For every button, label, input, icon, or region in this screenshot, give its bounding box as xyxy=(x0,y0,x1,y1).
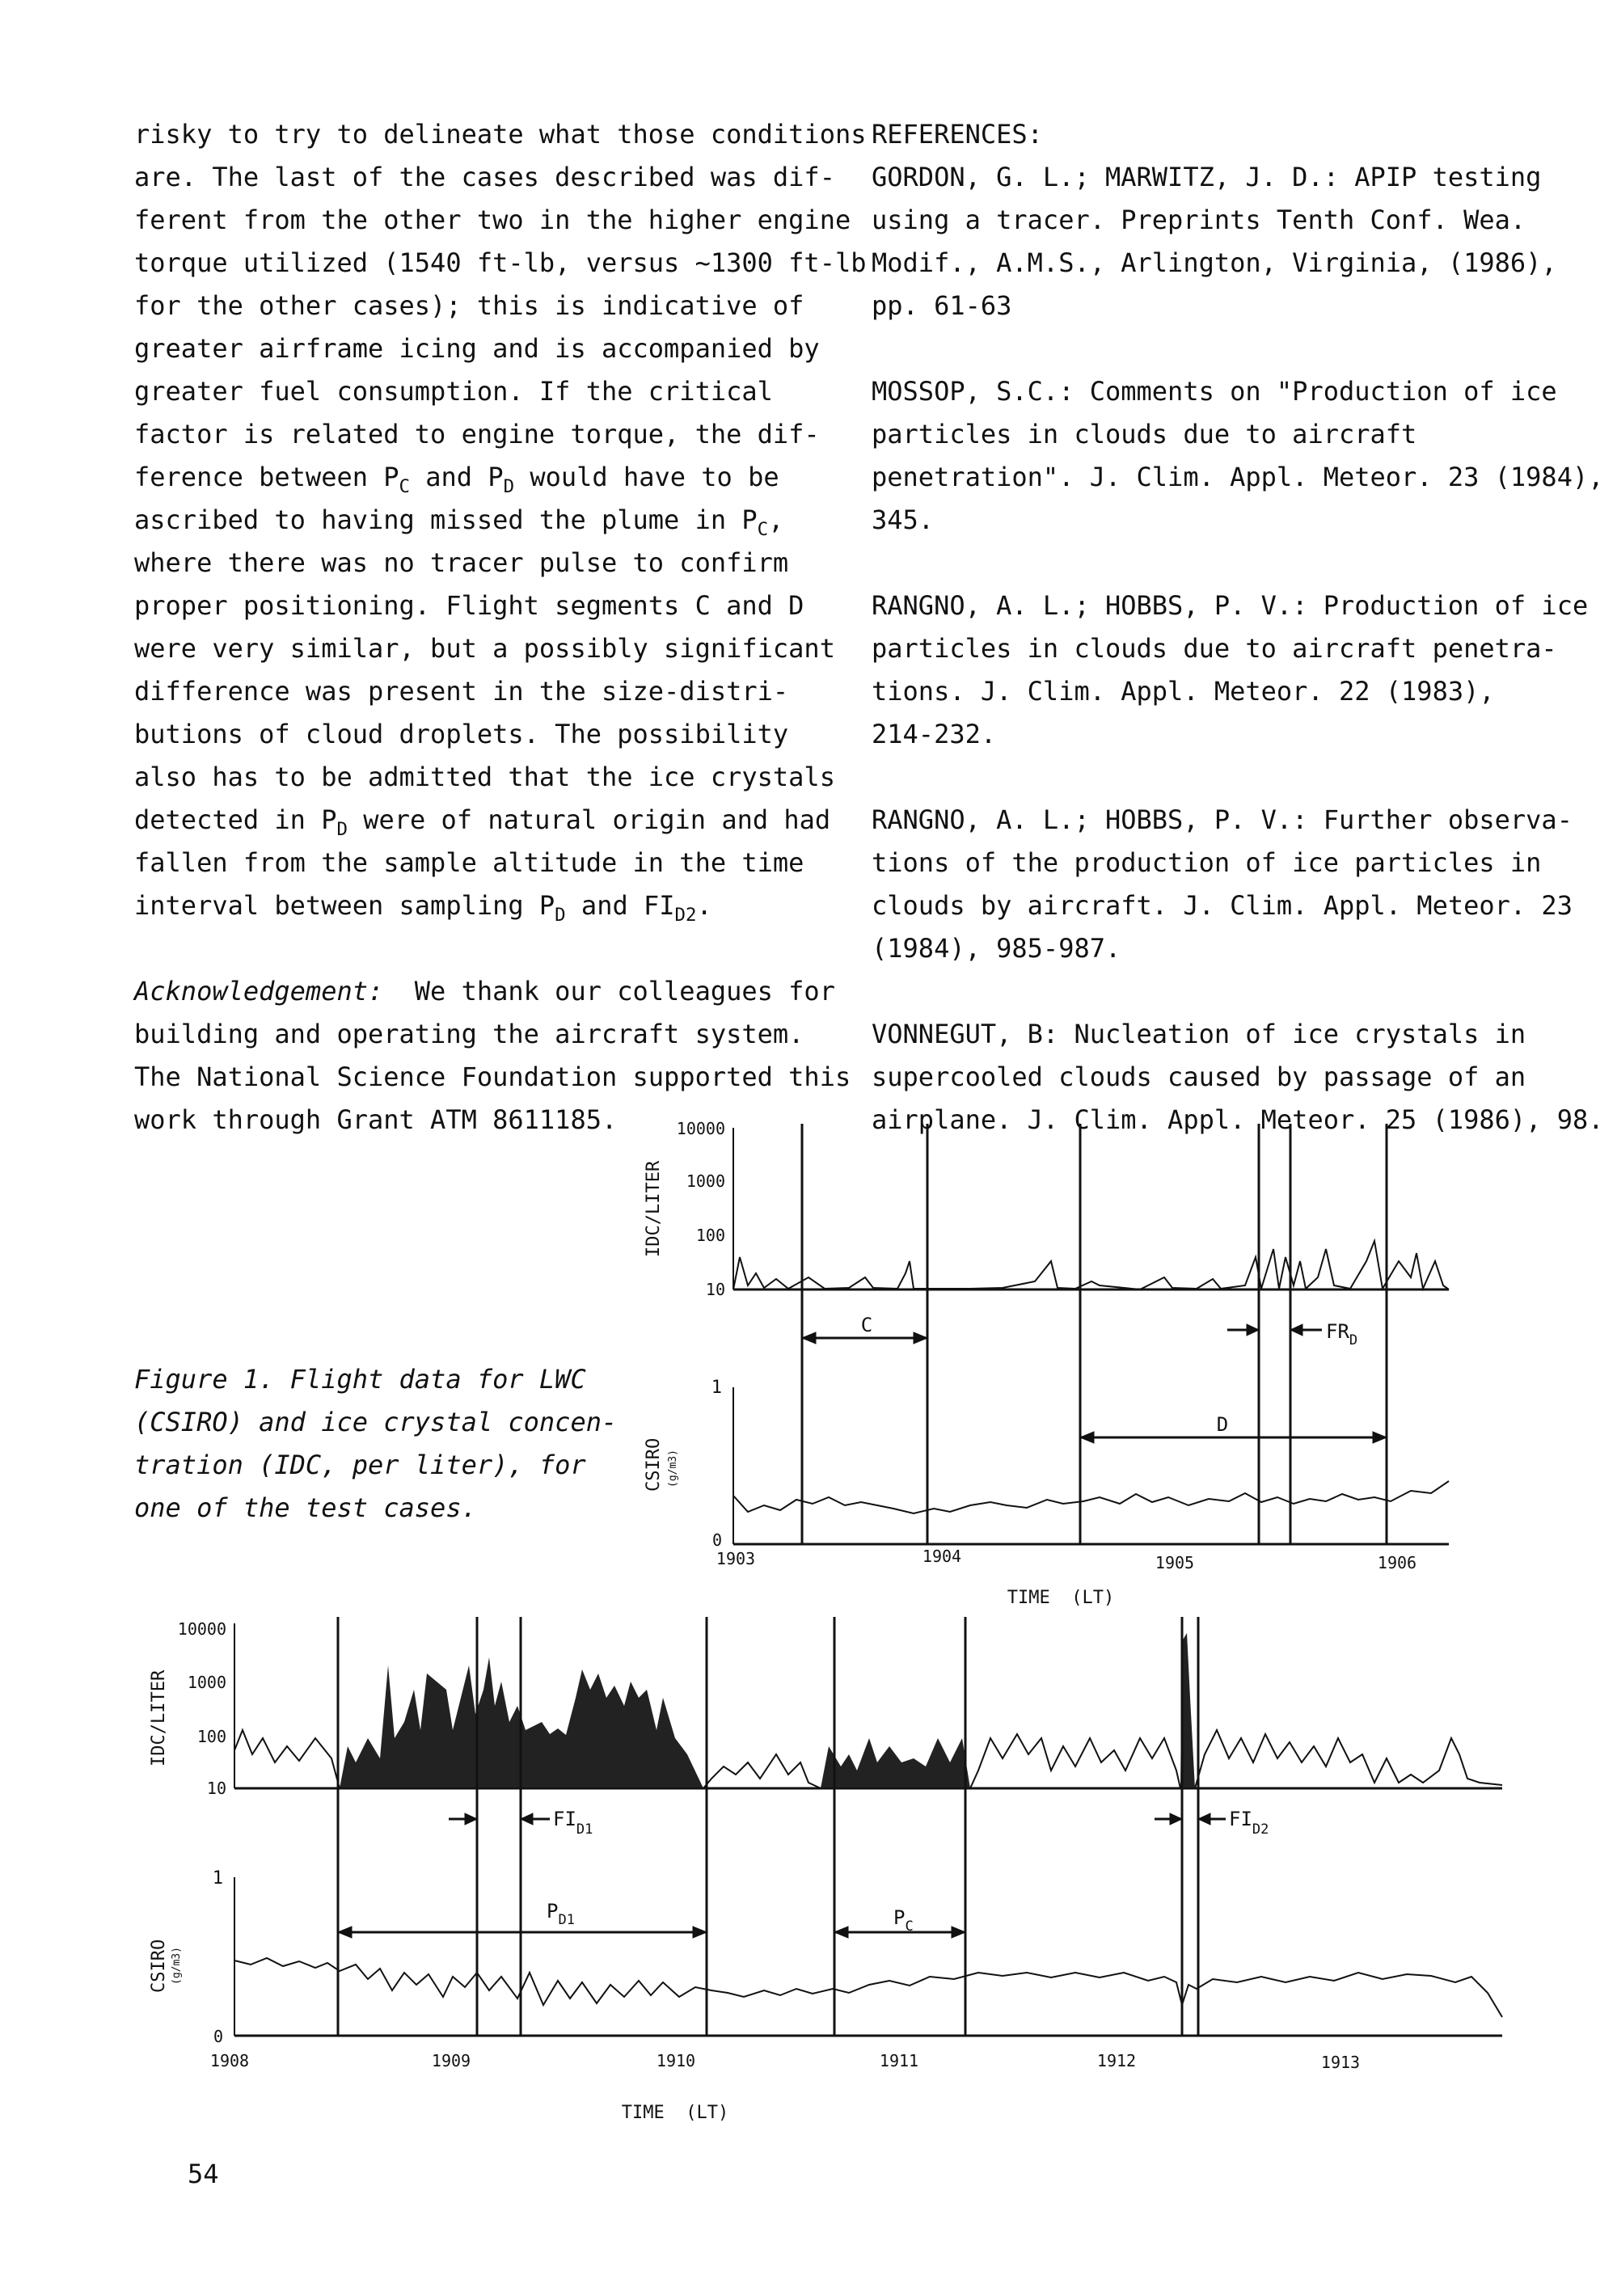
y-tick-label: 10000 xyxy=(676,1119,725,1138)
lower-chart-labels xyxy=(149,1619,1360,2123)
arrowhead xyxy=(1080,1432,1094,1443)
interval-label-pc: $P_C$ xyxy=(893,1906,914,1935)
text-line: also has to be admitted that the ice crystals xyxy=(134,762,835,792)
text-line: ascribed to having missed the plume in $P_C$, xyxy=(134,504,784,540)
text-line: torque utilized (1540 ft-lb, versus ~1300 ft-lb xyxy=(134,247,867,278)
y-axis-unit: (g/m3) xyxy=(171,1947,183,1985)
x-axis-label: TIME (LT) xyxy=(1007,1588,1115,1608)
text-line: are. The last of the cases described was dif- xyxy=(134,162,835,192)
x-axis-label: TIME (LT) xyxy=(621,2103,729,2123)
y-tick-label: 100 xyxy=(196,1727,226,1746)
arrowhead xyxy=(1373,1432,1387,1443)
acknowledgement-line: Acknowledgement: We thank our colleagues for xyxy=(134,976,835,1007)
lower-idc-dense-fill xyxy=(821,1738,970,1788)
x-tick-label: 1905 xyxy=(1155,1553,1195,1572)
reference-item: RANGNO, A. L.; HOBBS, P. V.: Further observa- tions of the production of ice particles in clouds by aircraft. J. Clim. Appl. Meteor. 23 (1984), 985-987. xyxy=(872,804,1573,964)
text-line: building and operating the aircraft system. xyxy=(134,1019,804,1049)
text-line: ferent from the other two in the higher engine xyxy=(134,205,851,235)
arrowhead xyxy=(802,1332,816,1344)
y-axis-label: CSIRO xyxy=(644,1437,664,1492)
interval-label-c: C xyxy=(860,1314,873,1336)
lower-csiro-trace xyxy=(234,1958,1502,2017)
text-line: detected in $P_D$ were of natural origin and had xyxy=(134,804,831,840)
arrowhead xyxy=(1247,1324,1259,1336)
y-tick-label: 1 xyxy=(212,1868,223,1889)
x-tick-label: 1906 xyxy=(1377,1553,1417,1572)
y-tick-label: 0 xyxy=(711,1530,722,1550)
text-line: greater airframe icing and is accompanied by xyxy=(134,333,820,364)
text-line: fallen from the sample altitude in the time xyxy=(134,847,804,878)
x-tick-label: 1904 xyxy=(922,1547,962,1566)
y-axis-label: IDC/LITER xyxy=(149,1669,169,1766)
x-tick-label: 1908 xyxy=(209,2051,250,2070)
arrowhead xyxy=(1198,1813,1210,1825)
arrowhead xyxy=(834,1927,848,1938)
upper-chart-labels xyxy=(644,1119,1416,1608)
arrowhead xyxy=(338,1927,352,1938)
x-tick-label: 1913 xyxy=(1320,2053,1361,2072)
arrowhead xyxy=(952,1927,965,1938)
y-tick-label: 10 xyxy=(206,1779,226,1798)
text-line: were very similar, but a possibly significant xyxy=(134,633,835,664)
arrowhead xyxy=(693,1927,707,1938)
references-heading: REFERENCES: xyxy=(872,119,1043,150)
y-axis-label: CSIRO xyxy=(149,1939,169,1993)
upper-csiro-trace xyxy=(733,1481,1449,1513)
text-line: difference was present in the size-distri- xyxy=(134,676,789,707)
text-line: factor is related to engine torque, the dif- xyxy=(134,419,820,449)
x-tick-label: 1910 xyxy=(656,2051,696,2070)
text-line: interval between sampling $P_D$ and $FI_{D2}$. xyxy=(134,890,712,926)
interval-label-pd1: $P_{D1}$ xyxy=(547,1900,575,1928)
arrowhead xyxy=(1290,1324,1302,1336)
y-tick-label: 10 xyxy=(705,1280,725,1299)
text-line: ference between $P_C$ and $P_D$ would have to be xyxy=(134,462,779,497)
x-tick-label: 1909 xyxy=(431,2051,471,2070)
y-tick-label: 1000 xyxy=(686,1171,725,1191)
y-tick-label: 1000 xyxy=(187,1673,226,1692)
y-tick-label: 100 xyxy=(695,1226,725,1245)
upper-idc-trace xyxy=(733,1241,1449,1289)
x-tick-label: 1912 xyxy=(1096,2051,1137,2070)
interval-label-fi-d1: $FI_{D1}$ xyxy=(553,1808,593,1838)
y-tick-label: 10000 xyxy=(177,1619,226,1639)
text-line: greater fuel consumption. If the critical xyxy=(134,376,773,407)
y-tick-label: 1 xyxy=(711,1378,722,1398)
page-number: 54 xyxy=(188,2159,219,2189)
text-line: butions of cloud droplets. The possibility xyxy=(134,719,789,749)
y-axis-label: IDC/LITER xyxy=(644,1160,664,1257)
text-line: The National Science Foundation supported this xyxy=(134,1061,851,1092)
interval-label-d: D xyxy=(1216,1413,1229,1436)
x-tick-label: 1911 xyxy=(879,2051,919,2070)
arrowhead xyxy=(1170,1813,1182,1825)
text-line: risky to try to delineate what those conditions xyxy=(134,119,867,150)
lower-chart xyxy=(234,1617,1502,2036)
x-tick-label: 1903 xyxy=(716,1549,756,1568)
reference-item: VONNEGUT, B: Nucleation of ice crystals in supercooled clouds caused by passage of an airplane. J. Clim. Appl. Meteor. 25 (1986), 98. xyxy=(872,1019,1604,1135)
interval-label-fr: $FR_D$ xyxy=(1326,1320,1358,1348)
text-line: for the other cases); this is indicative of xyxy=(134,290,804,321)
y-axis-unit: (g/m3) xyxy=(667,1450,679,1488)
arrowhead xyxy=(521,1813,533,1825)
reference-item: GORDON, G. L.; MARWITZ, J. D.: APIP testing using a tracer. Preprints Tenth Conf. Wea. Modif., A.M.S., Arlington, Virginia, (1986), pp. 61-63 xyxy=(872,162,1557,321)
interval-label-fi-d2: $FI_{D2}$ xyxy=(1229,1808,1269,1838)
y-tick-label: 0 xyxy=(213,2027,223,2046)
reference-item: MOSSOP, S.C.: Comments on "Production of ice particles in clouds due to aircraft penetration". J. Clim. Appl. Meteor. 23 (1984), 345. xyxy=(872,376,1604,535)
text-line: proper positioning. Flight segments C and D xyxy=(134,590,804,621)
text-line: work through Grant ATM 8611185. xyxy=(134,1104,618,1135)
text-line: where there was no tracer pulse to confirm xyxy=(134,547,789,578)
arrowhead xyxy=(465,1813,477,1825)
figure-caption: Figure 1. Flight data for LWC (CSIRO) and ice crystal concen- tration (IDC, per liter), for one of the test cases. xyxy=(134,1364,618,1523)
reference-item: RANGNO, A. L.; HOBBS, P. V.: Production of ice particles in clouds due to aircraft penetra- tions. J. Clim. Appl. Meteor. 22 (1983), 214-232. xyxy=(872,590,1589,749)
arrowhead xyxy=(914,1332,927,1344)
